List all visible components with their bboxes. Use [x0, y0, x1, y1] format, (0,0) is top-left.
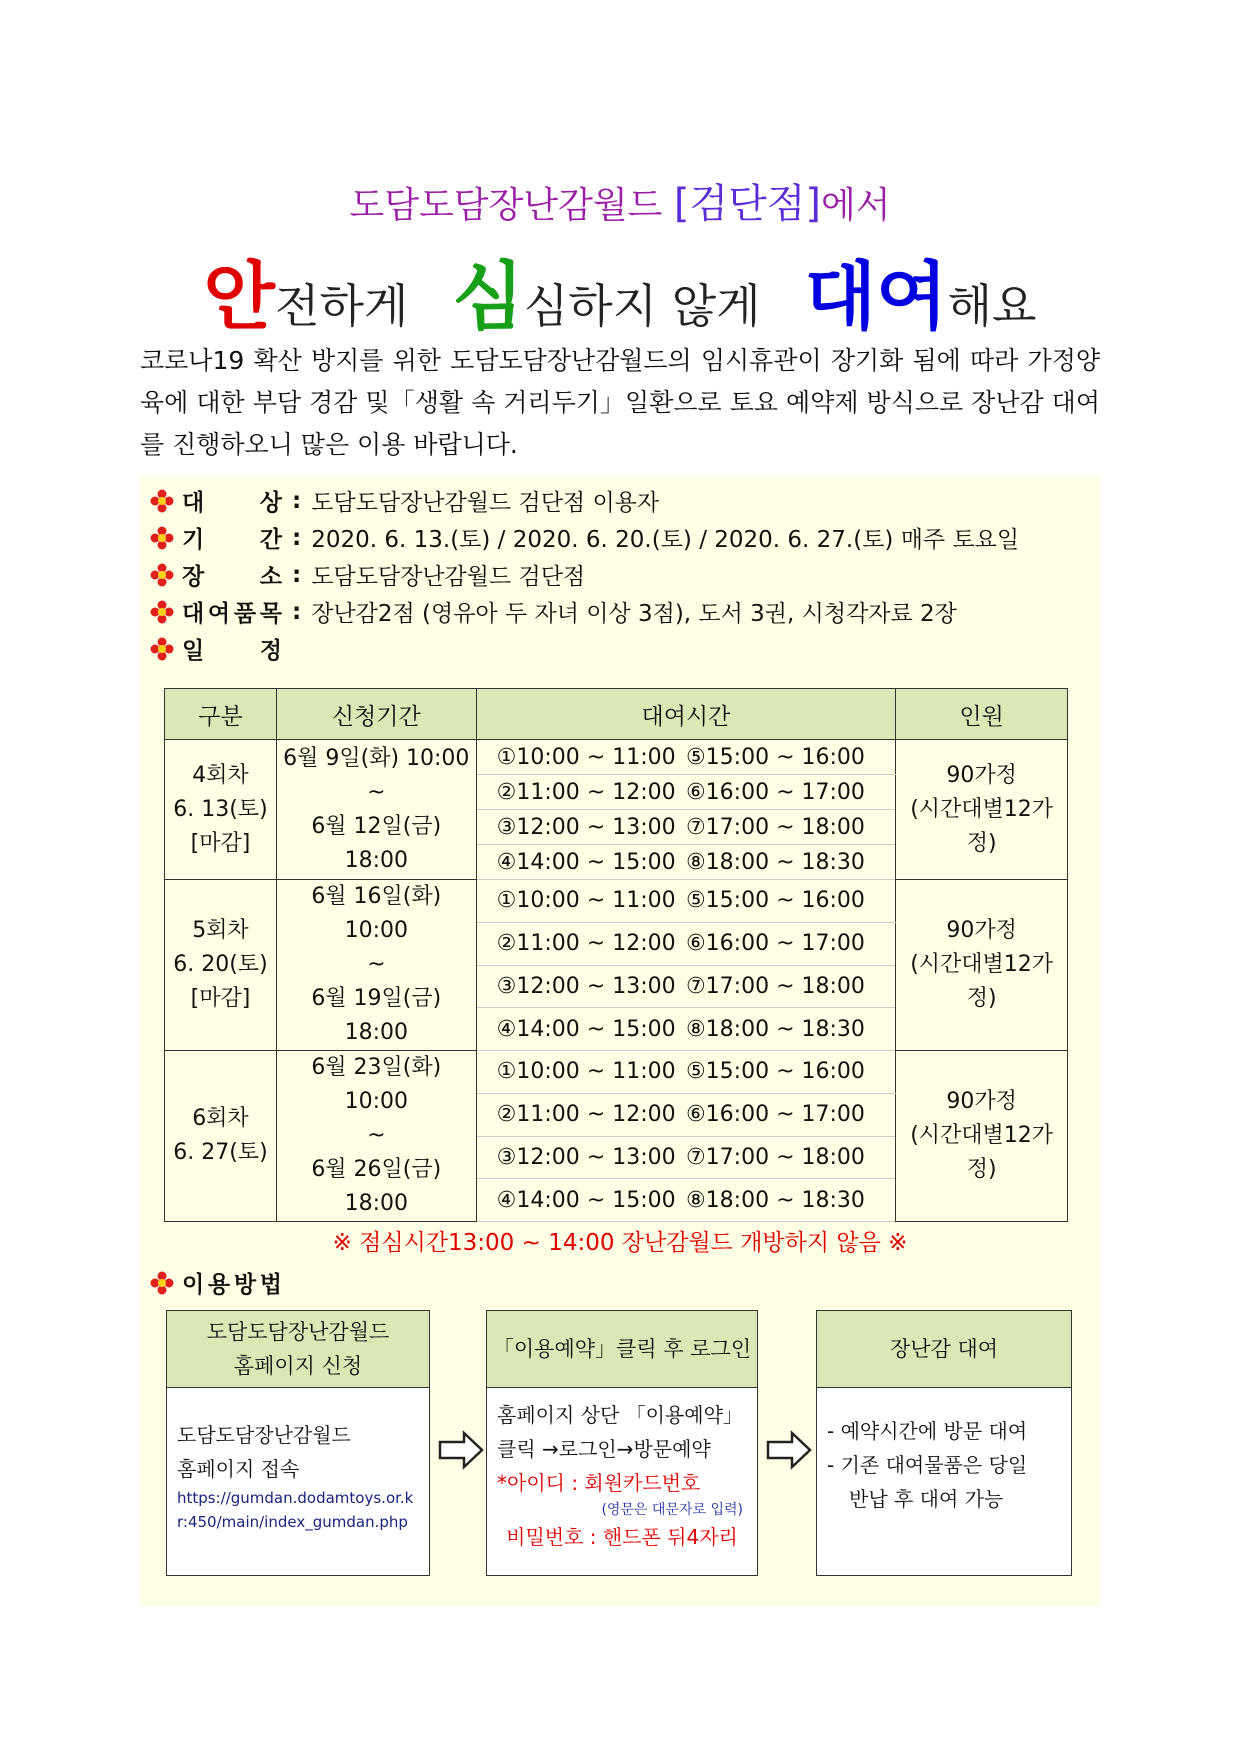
title-ahn-rest: 전하게 — [275, 279, 409, 333]
homepage-link[interactable]: https://gumdan.dodamtoys.or.kr:450/main/index_gumdan.php — [177, 1489, 414, 1531]
arrow-right-icon — [438, 1430, 484, 1470]
time-slot: ④14:00 ~ 15:00 — [476, 845, 686, 880]
info-row-place — [150, 558, 585, 591]
time-slot: ⑦17:00 ~ 18:00 — [686, 965, 896, 1008]
time-slot: ⑤15:00 ~ 16:00 — [686, 740, 896, 775]
flower-icon — [150, 1271, 174, 1295]
lunch-notice: ※ 점심시간13:00 ~ 14:00 장난감월드 개방하지 않음 ※ — [332, 1230, 908, 1256]
arrow-right-icon — [766, 1430, 812, 1470]
info-label: 장 소 — [182, 564, 282, 590]
info-sep: : — [292, 561, 302, 588]
info-row-period — [150, 521, 1019, 554]
table-header: 인원 — [896, 689, 1068, 740]
round-period: 6월 23일(화) 10:00 ~ 6월 26일(금) 18:00 — [276, 1051, 476, 1222]
time-slot: ①10:00 ~ 11:00 — [476, 1051, 686, 1094]
title-sim: 심 — [452, 254, 524, 340]
usage-heading — [150, 1266, 292, 1299]
title-daeyeo-rest: 해요 — [947, 279, 1037, 333]
time-slot: ②11:00 ~ 12:00 — [476, 775, 686, 810]
time-slot: ③12:00 ~ 13:00 — [476, 810, 686, 845]
flower-icon — [150, 600, 174, 624]
round-period: 6월 9일(화) 10:00 ~ 6월 12일(금) 18:00 — [276, 740, 476, 880]
round-name: 6회차 6. 27(토) — [165, 1051, 277, 1222]
info-label: 대 여 품 목 — [182, 601, 282, 627]
step-body: 도담도담장난감월드 홈페이지 접속 https://gumdan.dodamtoys.or.kr:450/main/index_gumdan.php — [167, 1388, 429, 1550]
title-ahn: 안 — [203, 254, 276, 340]
title-org: 도담도담장난감월드 — [349, 185, 674, 226]
step-body — [817, 1388, 1071, 1532]
title-line-2 — [0, 238, 1240, 344]
time-slot: ⑧18:00 ~ 18:30 — [686, 1179, 896, 1222]
time-slot: ⑥16:00 ~ 17:00 — [686, 775, 896, 810]
rental-item: - 예약시간에 방문 대여 — [827, 1419, 1028, 1443]
info-label: 이 용 방 법 — [182, 1272, 282, 1298]
info-label: 일 정 — [182, 638, 282, 664]
time-slot: ⑥16:00 ~ 17:00 — [686, 1093, 896, 1136]
table-header-row — [165, 689, 1068, 740]
time-slot: ⑤15:00 ~ 16:00 — [686, 880, 896, 923]
table-header: 대여시간 — [476, 689, 896, 740]
title-line-1 — [0, 172, 1240, 229]
password-line: 비밀번호 : 핸드폰 뒤4자리 — [506, 1525, 738, 1549]
id-line: *아이디 : 회원카드번호 — [497, 1471, 701, 1495]
step-header: 도담도담장난감월드 홈페이지 신청 — [167, 1311, 429, 1388]
rental-item: 반납 후 대여 가능 — [849, 1487, 1004, 1511]
step-body: 홈페이지 상단 「이용예약」 클릭 →로그인→방문예약 *아이디 : 회원카드번호 (영문은 대문자로 입력) 비밀번호 : 핸드폰 뒤4자리 — [487, 1388, 757, 1564]
time-slot: ⑤15:00 ~ 16:00 — [686, 1051, 896, 1094]
title-sim-rest: 심하지 않게 — [523, 279, 761, 333]
info-sep: : — [292, 487, 302, 514]
info-value: 2020. 6. 13.(토) / 2020. 6. 20.(토) / 2020. 6. 27.(토) 매주 토요일 — [311, 527, 1020, 553]
info-panel — [140, 476, 1100, 1606]
info-label: 대 상 — [182, 490, 282, 516]
time-slot: ②11:00 ~ 12:00 — [476, 1093, 686, 1136]
time-slot: ④14:00 ~ 15:00 — [476, 1008, 686, 1051]
round-name: 4회차 6. 13(토) [마감] — [165, 740, 277, 880]
id-note: (영문은 대문자로 입력) — [601, 1502, 743, 1518]
flower-icon — [150, 489, 174, 513]
info-row-target — [150, 484, 659, 517]
time-slot: ⑧18:00 ~ 18:30 — [686, 845, 896, 880]
time-slot: ②11:00 ~ 12:00 — [476, 922, 686, 965]
time-slot: ⑦17:00 ~ 18:00 — [686, 810, 896, 845]
step-reservation — [486, 1310, 758, 1576]
round-name: 5회차 6. 20(토) [마감] — [165, 880, 277, 1051]
info-value: 도담도담장난감월드 검단점 이용자 — [311, 490, 660, 516]
info-sep: : — [292, 524, 302, 551]
rental-item: - 기존 대여물품은 당일 — [827, 1453, 1028, 1477]
info-sep: : — [292, 598, 302, 625]
table-row — [165, 1051, 1068, 1094]
step-header: 「이용예약」클릭 후 로그인 — [487, 1311, 757, 1388]
title-branch: [검단점] — [673, 181, 821, 227]
schedule-table — [164, 688, 1068, 1222]
step-rental — [816, 1310, 1072, 1576]
info-label: 기 간 — [182, 527, 282, 553]
time-slot: ⑧18:00 ~ 18:30 — [686, 1008, 896, 1051]
time-slot: ③12:00 ~ 13:00 — [476, 965, 686, 1008]
round-people: 90가정 (시간대별12가정) — [896, 740, 1068, 880]
time-slot: ①10:00 ~ 11:00 — [476, 880, 686, 923]
flower-icon — [150, 563, 174, 587]
info-row-items — [150, 595, 957, 628]
time-slot: ①10:00 ~ 11:00 — [476, 740, 686, 775]
step-header: 장난감 대여 — [817, 1311, 1071, 1388]
step-homepage — [166, 1310, 430, 1576]
time-slot: ③12:00 ~ 13:00 — [476, 1136, 686, 1179]
info-value: 장난감2점 (영유아 두 자녀 이상 3점), 도서 3권, 시청각자료 2장 — [311, 601, 957, 627]
info-value: 도담도담장난감월드 검단점 — [311, 564, 586, 590]
time-slot: ⑥16:00 ~ 17:00 — [686, 922, 896, 965]
round-period: 6월 16일(화) 10:00 ~ 6월 19일(금) 18:00 — [276, 880, 476, 1051]
round-people: 90가정 (시간대별12가정) — [896, 1051, 1068, 1222]
table-header: 구분 — [165, 689, 277, 740]
time-slot: ⑦17:00 ~ 18:00 — [686, 1136, 896, 1179]
intro-paragraph: 코로나19 확산 방지를 위한 도담도담장난감월드의 임시휴관이 장기화 됨에 따라 가정양육에 대한 부담 경감 및「생활 속 거리두기」일환으로 토요 예약제 방식으로 장난감 대여를 진행하오니 많은 이용 바랍니다. — [140, 346, 1100, 459]
title-suffix: 에서 — [821, 185, 891, 226]
title-daeyeo: 대여 — [804, 254, 948, 340]
table-row — [165, 880, 1068, 923]
table-row — [165, 740, 1068, 775]
time-slot: ④14:00 ~ 15:00 — [476, 1179, 686, 1222]
flower-icon — [150, 526, 174, 550]
info-row-schedule — [150, 632, 292, 665]
table-header: 신청기간 — [276, 689, 476, 740]
flower-icon — [150, 637, 174, 661]
round-people: 90가정 (시간대별12가정) — [896, 880, 1068, 1051]
